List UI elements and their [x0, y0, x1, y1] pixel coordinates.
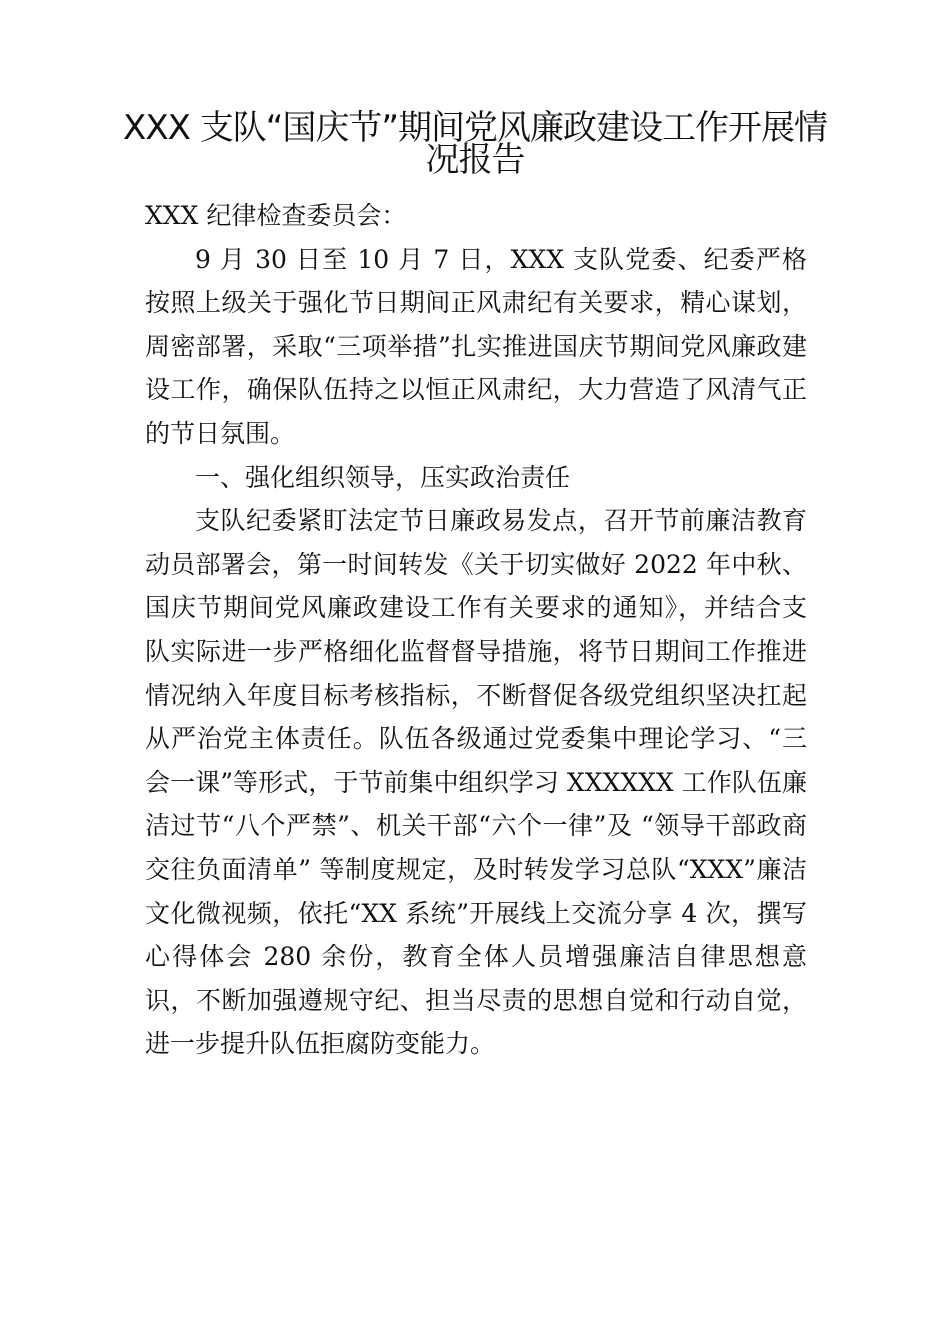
intro-paragraph: 9 月 30 日至 10 月 7 日，XXX 支队党委、纪委严格按照上级关于强化节日期间正风肃纪有关要求，精心谋划，周密部署，采取“三项举措”扎实推进国庆节期间党风廉政建设工作，确保队伍持之以恒正风肃纪，大力营造了风清气正的节日氛围。	[145, 244, 807, 448]
section-heading: 一、强化组织领导，压实政治责任	[195, 462, 571, 492]
document-title: XXX 支队“国庆节”期间党风廉政建设工作开展情况报告	[123, 108, 827, 180]
document-body	[145, 194, 807, 1066]
salutation: XXX 纪律检查委员会：	[145, 201, 407, 230]
body-paragraph: 支队纪委紧盯法定节日廉政易发点，召开节前廉洁教育动员部署会，第一时间转发《关于切实做好 2022 年中秋、国庆节期间党风廉政建设工作有关要求的通知》，并结合支队实际进一步严格细化监督督导措施，将节日期间工作推进情况纳入年度目标考核指标，不断督促各级党组织坚决扛起从严治党主体责任。队伍各级通过党委集中理论学习、“三会一课”等形式，于节前集中组织学习 XXXXXX 工作队伍廉洁过节“八个严禁”、机关干部“六个一律”及 “领导干部政商交往负面清单” 等制度规定，及时转发学习总队“XXX”廉洁文化微视频，依托“XX 系统”开展线上交流分享 4 次，撰写心得体会 280 余份，教育全体人员增强廉洁自律思想意识，不断加强遵规守纪、担当尽责的思想自觉和行动自觉，进一步提升队伍拒腐防变能力。	[145, 506, 807, 1059]
